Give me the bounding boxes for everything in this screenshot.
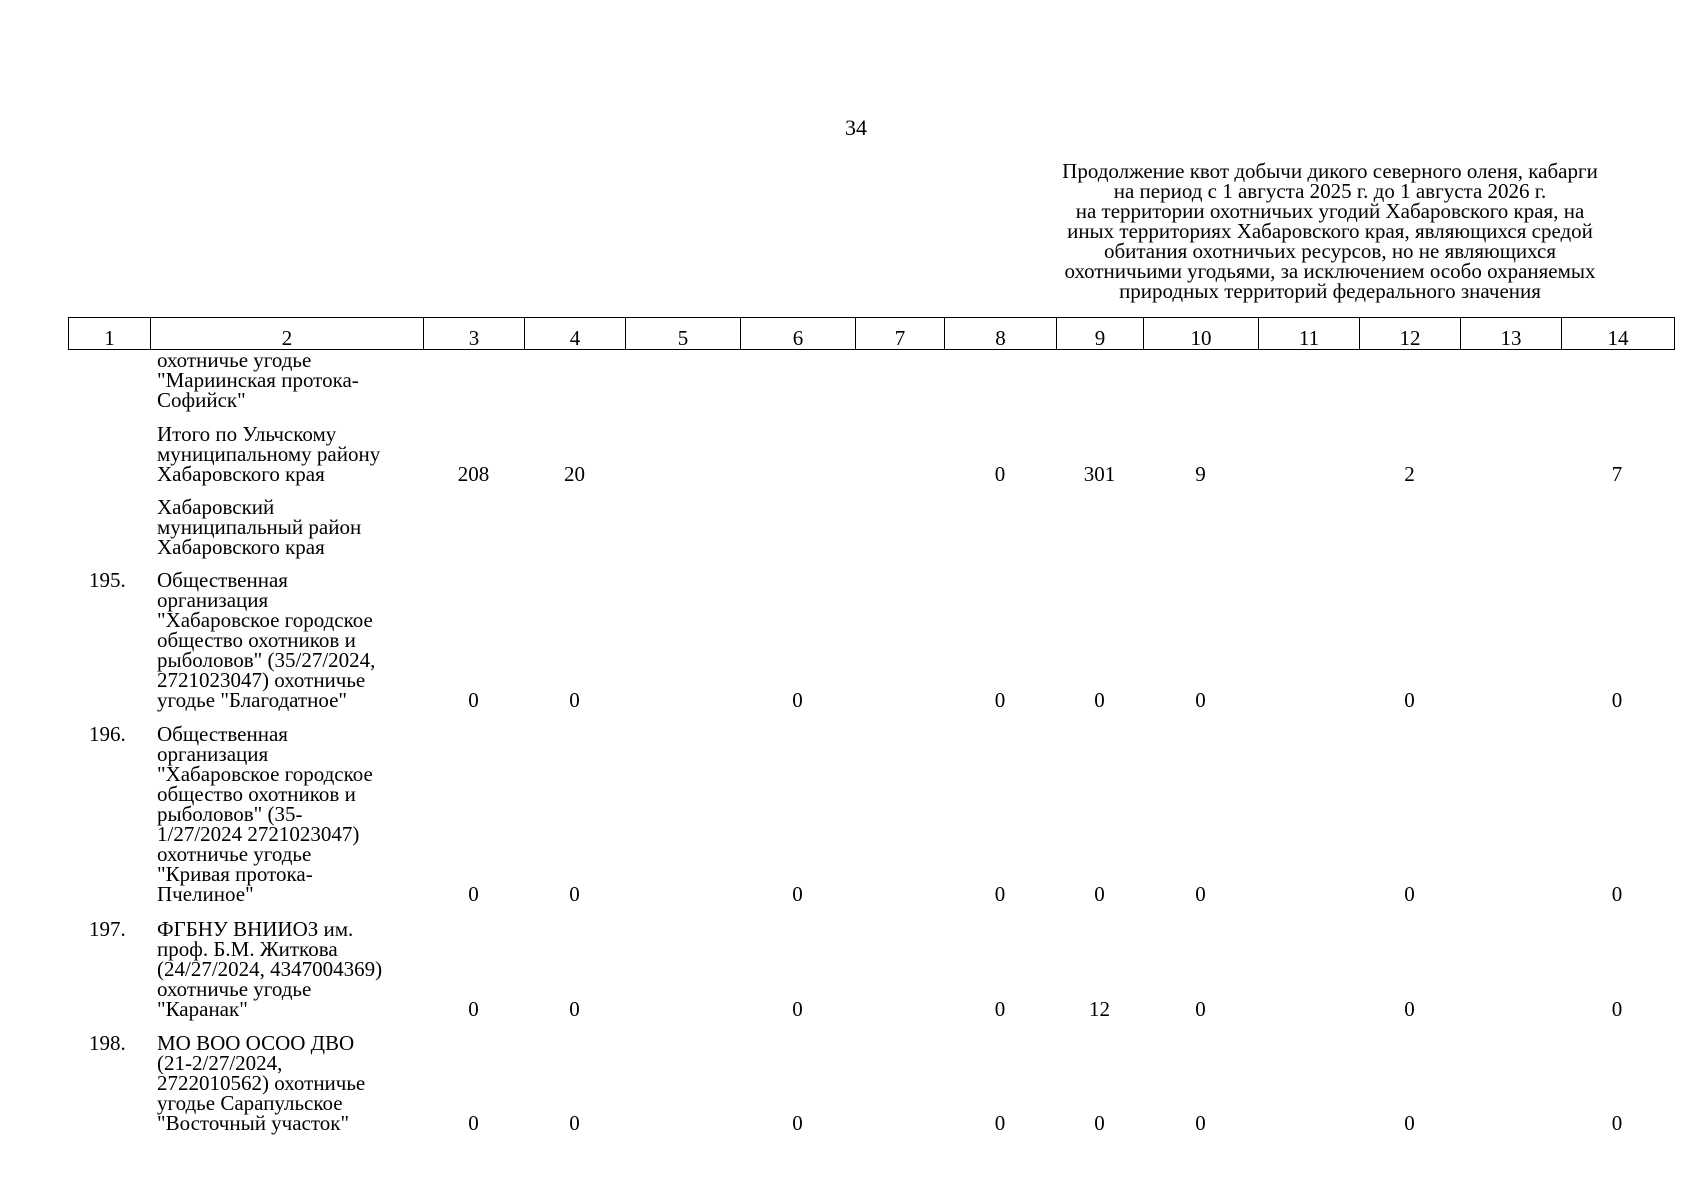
row-name-line: Пчелиное"	[157, 882, 254, 906]
row-name	[157, 570, 427, 710]
row-name-line: 2721023047) охотничье	[157, 668, 366, 692]
cell-col-12: 2	[1404, 462, 1415, 486]
column-header-1: 1	[69, 318, 151, 349]
column-header-12: 12	[1360, 318, 1461, 349]
cell-col-4: 0	[569, 882, 580, 906]
column-header-4: 4	[525, 318, 626, 349]
cell-col-9: 0	[1094, 882, 1105, 906]
row-name-line: проф. Б.М. Житкова	[157, 937, 338, 961]
column-header-11: 11	[1259, 318, 1360, 349]
column-header-13: 13	[1461, 318, 1562, 349]
cell-col-14: 7	[1611, 462, 1623, 486]
caption-line: охотничьими угодьями, за исключением особо охраняемых	[1064, 259, 1596, 283]
cell-col-12: 0	[1404, 997, 1415, 1021]
cell-col-10: 0	[1195, 688, 1206, 712]
cell-col-3: 0	[468, 688, 479, 712]
row-name-line: охотничье угодье	[157, 977, 312, 1001]
row-name-line: общество охотников и	[157, 782, 356, 806]
row-name	[157, 724, 427, 904]
cell-col-10: 0	[1195, 1111, 1206, 1135]
row-name-line: "Хабаровское городское	[157, 608, 373, 632]
cell-col-10: 9	[1195, 462, 1206, 486]
row-name-line: "Каранак"	[157, 997, 248, 1021]
cell-col-9: 301	[1083, 462, 1116, 486]
cell-col-12: 0	[1404, 882, 1415, 906]
row-name-line: Итого по Ульчскому	[157, 422, 337, 446]
row-name-line: Софийск"	[157, 388, 246, 412]
cell-col-4: 0	[569, 1111, 580, 1135]
row-name-line: рыболовов" (35/27/2024,	[157, 648, 376, 672]
column-header-3: 3	[424, 318, 525, 349]
caption-line: Продолжение квот добычи дикого северного оленя, кабарги	[1062, 159, 1598, 183]
cell-col-3: 208	[457, 462, 490, 486]
row-name	[157, 919, 427, 1019]
row-number: 195.	[89, 568, 126, 592]
column-header-14: 14	[1607, 326, 1629, 350]
cell-col-3: 0	[468, 997, 479, 1021]
cell-col-6: 0	[792, 882, 803, 906]
row-name-line: муниципальному району	[157, 442, 381, 466]
cell-col-14: 0	[1611, 997, 1623, 1021]
row-name-line: Хабаровского края	[157, 535, 325, 559]
column-header-row	[68, 317, 1675, 350]
row-number: 197.	[89, 917, 126, 941]
cell-col-3: 0	[468, 882, 479, 906]
column-header-9: 9	[1057, 318, 1144, 349]
row-name-line: организация	[157, 588, 269, 612]
row-name-line: (21-2/27/2024,	[157, 1051, 283, 1075]
row-name-line: "Восточный участок"	[157, 1111, 350, 1135]
table-caption	[1010, 161, 1650, 301]
row-name-line: организация	[157, 742, 269, 766]
cell-col-9: 0	[1094, 688, 1105, 712]
column-header-8: 8	[945, 318, 1057, 349]
cell-col-8: 0	[994, 997, 1006, 1021]
row-name-line: охотничье угодье	[157, 348, 312, 372]
row-name-line: Хабаровского края	[157, 462, 325, 486]
cell-col-8: 0	[994, 1111, 1006, 1135]
cell-col-6: 0	[792, 688, 803, 712]
row-name-line: "Мариинская протока-	[157, 368, 359, 392]
cell-col-14: 0	[1611, 688, 1623, 712]
column-header-6: 6	[741, 318, 856, 349]
row-name-line: Общественная	[157, 568, 288, 592]
column-header-10: 10	[1144, 318, 1259, 349]
row-number: 198.	[89, 1031, 126, 1055]
caption-line: природных территорий федерального значения	[1119, 279, 1541, 303]
caption-line: обитания охотничьих ресурсов, но не являющихся	[1103, 239, 1557, 263]
row-name-line: Хабаровский	[157, 495, 275, 519]
cell-col-8: 0	[994, 688, 1006, 712]
cell-col-4: 20	[564, 462, 585, 486]
cell-col-4: 0	[569, 997, 580, 1021]
cell-col-9: 0	[1094, 1111, 1105, 1135]
cell-col-9: 12	[1089, 997, 1110, 1021]
row-name-line: ФГБНУ ВНИИОЗ им.	[157, 917, 354, 941]
cell-col-10: 0	[1195, 882, 1206, 906]
row-name-line: муниципальный район	[157, 515, 362, 539]
cell-col-8: 0	[994, 882, 1006, 906]
caption-line: на территории охотничьих угодий Хабаровского края, на	[1075, 199, 1585, 223]
column-header-7: 7	[856, 318, 945, 349]
row-name-line: (24/27/2024, 4347004369)	[157, 957, 383, 981]
cell-col-4: 0	[569, 688, 580, 712]
row-name-line: "Хабаровское городское	[157, 762, 373, 786]
cell-col-12: 0	[1404, 688, 1415, 712]
page-number: 34	[845, 115, 867, 140]
row-name-line: охотничье угодье	[157, 842, 312, 866]
row-name	[157, 350, 427, 410]
cell-col-6: 0	[792, 1111, 803, 1135]
cell-col-8: 0	[994, 462, 1006, 486]
row-name-line: 1/27/2024 2721023047)	[157, 822, 360, 846]
row-name	[157, 424, 427, 484]
cell-col-14: 0	[1611, 882, 1623, 906]
row-name-line: угодье Сарапульское	[157, 1091, 343, 1115]
row-name-line: 2722010562) охотничье	[157, 1071, 366, 1095]
cell-col-14: 0	[1611, 1111, 1623, 1135]
column-header-2: 2	[151, 318, 424, 349]
row-name-line: МО ВОО ОСОО ДВО	[157, 1031, 355, 1055]
cell-col-12: 0	[1404, 1111, 1415, 1135]
cell-col-6: 0	[792, 997, 803, 1021]
row-name	[157, 1033, 427, 1133]
row-name	[157, 497, 427, 557]
row-name-line: угодье "Благодатное"	[157, 688, 347, 712]
cell-col-3: 0	[468, 1111, 479, 1135]
column-header-5: 5	[626, 318, 741, 349]
row-name-line: общество охотников и	[157, 628, 356, 652]
row-name-line: рыболовов" (35-	[157, 802, 303, 826]
row-name-line: "Кривая протока-	[157, 862, 313, 886]
row-name-line: Общественная	[157, 722, 288, 746]
cell-col-10: 0	[1195, 997, 1206, 1021]
caption-line: иных территориях Хабаровского края, являющихся средой	[1067, 219, 1593, 243]
row-number: 196.	[89, 722, 126, 746]
caption-line: на период с 1 августа 2025 г. до 1 августа 2026 г.	[1113, 179, 1547, 203]
